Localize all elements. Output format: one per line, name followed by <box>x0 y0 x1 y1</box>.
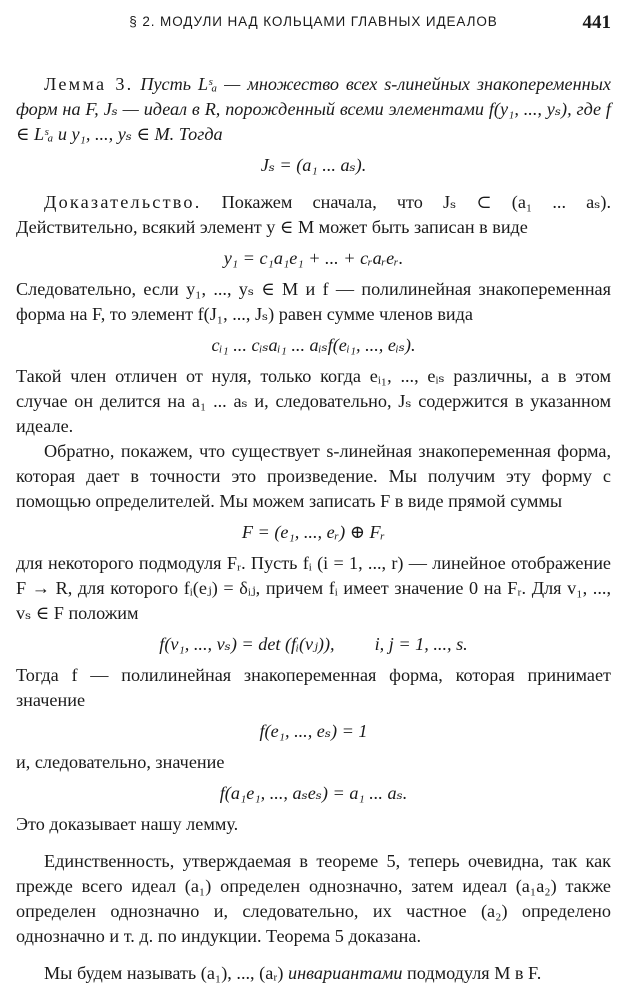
page-body <box>16 72 611 986</box>
proof-text-6: Тогда f — полилинейная знакопеременная форма, которая принимает значение <box>16 665 611 710</box>
uniqueness-paragraph: Единственность, утверждаемая в теореме 5, теперь очевидна, так как прежде всего идеал (a₁) определен однозначно, затем идеал (a₁a₂) также определен однозначно и, следовательно, их частное (a₂) определено однозначно и т. д. по индукции. Теорема 5 доказана. <box>16 851 611 946</box>
invariants-term: инвариантами <box>288 963 403 983</box>
proof-text-3: Такой член отличен от нуля, только когда eᵢ₁, ..., eᵢₛ различны, а в этом случае он делится на a₁ ... aₛ и, следовательно, Jₛ содержится в указанном идеале. <box>16 366 611 436</box>
lemma-label: Лемма 3. <box>44 74 134 94</box>
proof-text-7: и, следовательно, значение <box>16 752 225 772</box>
formula-3: F = (e₁, ..., eᵣ) ⊕ Fᵣ <box>241 522 386 542</box>
proof-label: Доказательство. <box>44 192 202 212</box>
formula-2: cᵢ₁ ... cᵢₛaᵢ₁ ... aᵢₛf(eᵢ₁, ..., eᵢₛ). <box>211 335 416 355</box>
formula-4 <box>16 632 611 657</box>
proof-paragraph <box>16 190 611 240</box>
header-title: § 2. МОДУЛИ НАД КОЛЬЦАМИ ГЛАВНЫХ ИДЕАЛОВ <box>129 14 498 29</box>
formula-4-definition: f(v₁, ..., vₛ) = det (fᵢ(vⱼ)), <box>159 634 335 654</box>
proof-text-4: Обратно, покажем, что существует s-линейная знакопеременная форма, которая дает в точности это произведение. Мы получим эту форму с помощью определителей. Мы можем записать F в виде прямой суммы <box>16 441 611 511</box>
running-header <box>0 14 627 38</box>
proof-text-8: Это доказывает нашу лемму. <box>16 814 239 834</box>
lemma-statement <box>16 72 611 147</box>
page-number: 441 <box>582 12 611 33</box>
proof-text-1: Покажем сначала, что Jₛ ⊂ (a₁ ... aₛ). Действительно, всякий элемент y ∈ M может быть записан в виде <box>16 192 611 237</box>
proof-text-5: для некоторого подмодуля Fᵣ. Пусть fᵢ (i = 1, ..., r) — линейное отображение F → R, для которого fᵢ(eⱼ) = δᵢⱼ, причем fᵢ имеет значение 0 на Fᵣ. Для v₁, ..., vₛ ∈ F положим <box>16 553 611 623</box>
invariants-before: Мы будем называть (a₁), ..., (aᵣ) <box>44 963 284 983</box>
lemma-formula: Jₛ = (a₁ ... aₛ). <box>260 155 367 175</box>
formula-1: y₁ = c₁a₁e₁ + ... + cᵣaᵣeᵣ. <box>223 248 404 268</box>
invariants-paragraph <box>16 961 611 986</box>
formula-4-indices: i, j = 1, ..., s. <box>374 634 468 654</box>
proof-text-2: Следовательно, если y₁, ..., yₛ ∈ M и f — полилинейная знакопеременная форма на F, то элемент f(J₁, ..., Jₛ) равен сумме членов вида <box>16 279 611 324</box>
formula-6: f(a₁e₁, ..., aₛeₛ) = a₁ ... aₛ. <box>219 783 408 803</box>
lemma-text: Пусть Lˢₐ — множество всех s-линейных знакопеременных форм на F, Jₛ — идеал в R, порожденный всеми элементами f(y₁, ..., yₛ), где f ∈ Lˢₐ и y₁, ..., yₛ ∈ M. Тогда <box>16 74 611 144</box>
invariants-after: подмодуля M в F. <box>407 963 542 983</box>
formula-5: f(e₁, ..., eₛ) = 1 <box>259 721 368 741</box>
